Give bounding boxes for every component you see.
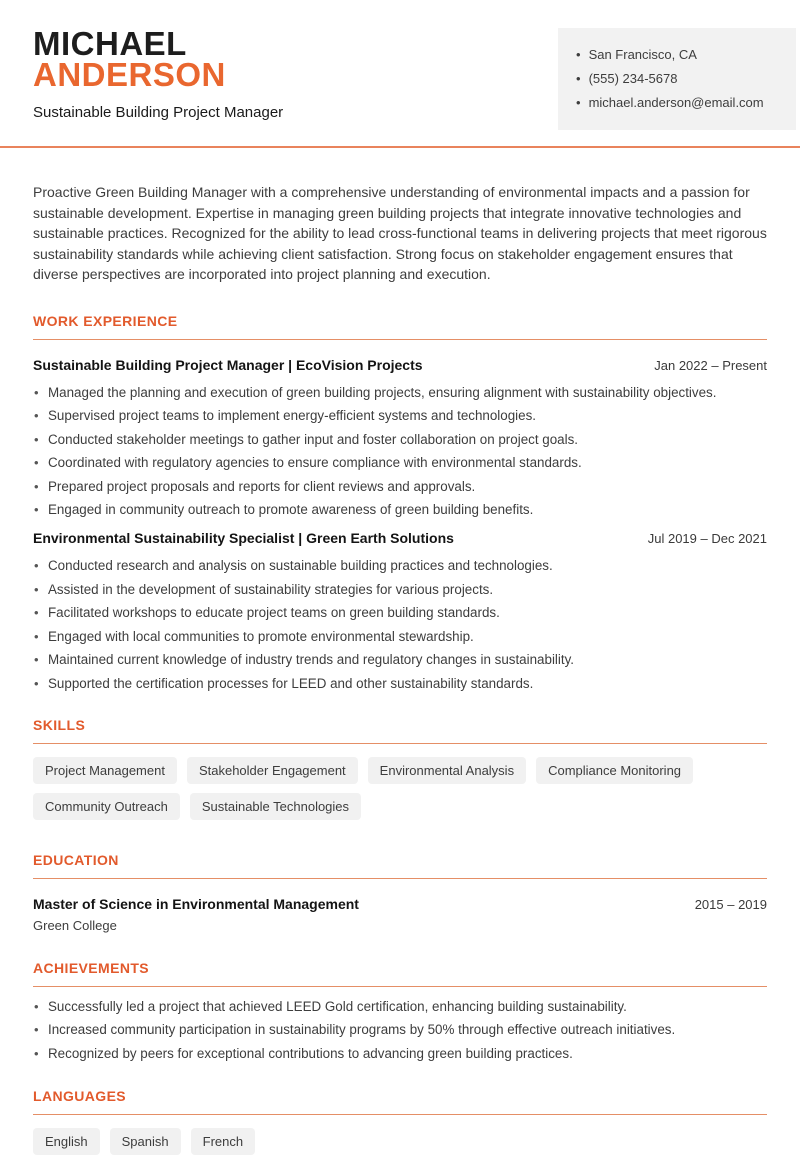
achievement-bullet: • Recognized by peers for exceptional contributions to advancing green building practices.	[33, 1046, 767, 1061]
job-bullet: • Engaged in community outreach to promote awareness of green building benefits.	[33, 502, 767, 517]
job-dates: Jul 2019 – Dec 2021	[647, 531, 767, 546]
job-title-company: Environmental Sustainability Specialist | Green Earth Solutions	[33, 530, 454, 546]
job-bullet: • Coordinated with regulatory agencies to ensure compliance with environmental standards.	[33, 455, 767, 470]
education-dates: 2015 – 2019	[694, 896, 767, 912]
job-bullet: • Prepared project proposals and reports for client reviews and approvals.	[33, 479, 767, 494]
resume-content	[0, 182, 800, 1155]
language-chip: Spanish	[110, 1128, 181, 1155]
education-degree: Master of Science in Environmental Management	[33, 895, 359, 912]
job-bullet-list	[33, 385, 767, 518]
bullet-icon: •	[576, 95, 581, 110]
achievement-bullet: • Increased community participation in sustainability programs by 50% through effective outreach initiatives.	[33, 1022, 767, 1037]
job-entry-header	[33, 530, 767, 546]
achievements-heading: ACHIEVEMENTS	[33, 959, 150, 976]
section-skills	[33, 717, 767, 820]
contact-location	[576, 47, 776, 63]
section-work-experience	[33, 313, 767, 691]
work-experience-heading: WORK EXPERIENCE	[33, 312, 178, 329]
contact-phone-text: (555) 234-5678	[588, 71, 678, 86]
section-education	[33, 852, 767, 933]
section-divider	[33, 986, 767, 987]
header-divider	[0, 146, 800, 148]
job-dates: Jan 2022 – Present	[654, 357, 767, 373]
job-bullet: • Supported the certification processes for LEED and other sustainability standards.	[33, 676, 767, 691]
education-school: Green College	[33, 917, 117, 933]
resume-header	[0, 0, 800, 130]
bullet-icon: •	[576, 47, 581, 62]
skills-chip-list	[33, 757, 767, 820]
achievements-bullet-list	[33, 999, 767, 1061]
job-bullet-list	[33, 558, 767, 691]
contact-phone	[576, 71, 776, 87]
skill-chip: Sustainable Technologies	[190, 793, 361, 820]
language-chip: French	[191, 1128, 255, 1155]
section-divider	[33, 878, 767, 879]
skill-chip: Compliance Monitoring	[536, 757, 693, 784]
skill-chip: Stakeholder Engagement	[187, 757, 358, 784]
education-heading: EDUCATION	[33, 851, 119, 868]
job-bullet: • Assisted in the development of sustainability strategies for various projects.	[33, 582, 767, 597]
section-divider	[33, 743, 767, 744]
education-entry-header	[33, 896, 767, 912]
job-bullet: • Maintained current knowledge of industry trends and regulatory changes in sustainability.	[33, 652, 767, 667]
languages-heading: LANGUAGES	[33, 1087, 127, 1104]
job-bullet: • Facilitated workshops to educate project teams on green building standards.	[33, 605, 767, 620]
achievement-bullet: • Successfully led a project that achieved LEED Gold certification, enhancing building sustainability.	[33, 999, 767, 1014]
languages-chip-list	[33, 1128, 767, 1155]
section-divider	[33, 339, 767, 340]
job-bullet: • Conducted research and analysis on sustainable building practices and technologies.	[33, 558, 767, 573]
language-chip: English	[33, 1128, 100, 1155]
job-bullet: • Supervised project teams to implement energy-efficient systems and technologies.	[33, 408, 767, 423]
job-bullet: • Conducted stakeholder meetings to gather input and foster collaboration on project goals.	[33, 432, 767, 447]
job-bullet: • Engaged with local communities to promote environmental stewardship.	[33, 629, 767, 644]
skill-chip: Project Management	[33, 757, 177, 784]
job-bullet: • Managed the planning and execution of green building projects, ensuring alignment with sustainability objectives.	[33, 385, 767, 400]
contact-email-text: michael.anderson@email.com	[588, 95, 764, 110]
job-entry-header	[33, 357, 767, 373]
skill-chip: Community Outreach	[33, 793, 180, 820]
skills-heading: SKILLS	[33, 716, 86, 733]
skill-chip: Environmental Analysis	[368, 757, 526, 784]
name-block	[33, 25, 284, 121]
section-divider	[33, 1114, 767, 1115]
section-languages	[33, 1088, 767, 1155]
contact-location-text: San Francisco, CA	[588, 47, 697, 62]
contact-email	[576, 95, 776, 111]
contact-card	[558, 28, 796, 130]
first-name: MICHAEL	[33, 25, 187, 62]
bullet-icon: •	[576, 71, 581, 86]
summary-paragraph: Proactive Green Building Manager with a comprehensive understanding of environmental impacts and a passion for sustainable development. Expertise in managing green building projects that integrate innovative technologies and sustainable practices. Recognized for the ability to lead cross-functional teams in delivering projects that meet rigorous sustainability standards while achieving client satisfaction. Strong focus on stakeholder engagement ensures that diverse perspectives are incorporated into project planning and execution.	[33, 184, 767, 282]
last-name: ANDERSON	[33, 56, 226, 93]
section-achievements	[33, 960, 767, 1061]
job-title-company: Sustainable Building Project Manager | EcoVision Projects	[33, 356, 423, 373]
resume-job-title: Sustainable Building Project Manager	[33, 104, 284, 121]
